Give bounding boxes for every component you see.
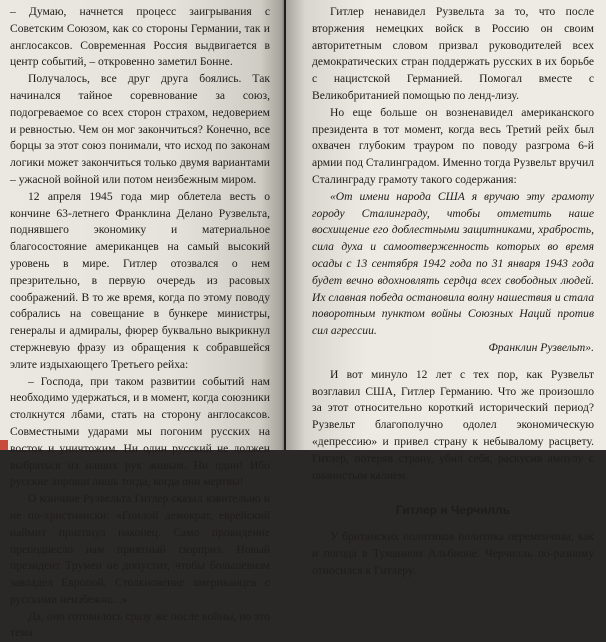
red-corner-mark <box>0 440 8 450</box>
roosevelt-quote: «От имени народа США я вручаю эту грамоту городу Сталинграду, чтобы отметить наше восхищение его доблестными защитниками, храбрость, сила духа и самоотверженность которых во время осады с 13 сентября 1942 года по 31 января 1943 года будет вечно вдохновлять сердца всех свободных людей. Их славная победа остановила волну нашествия и стала поворотным пунктом войны Союзных Наций против сил агрессии. <box>312 189 594 338</box>
left-paragraph: Да, оно готовилось сразу же после войны, но это тема <box>10 609 270 640</box>
section-title: Гитлер и Черчилль <box>395 503 511 518</box>
left-page <box>0 0 284 640</box>
right-paragraph: Но еще больше он возненавидел американского президента в тот момент, когда весь Третий рейх был охвачен глубоким трауром по поводу разгрома 6-й армии под Сталинградом. Именно тогда Рузвельт вручил Сталинграду грамоту такого содержания: <box>312 105 594 186</box>
quote-signature: Франклин Рузвельт». <box>488 340 594 354</box>
left-paragraph: О кончине Рузвельта Гитлер сказал язвительно и не по-христиански: «Гнилой демократ, еврейский наймит приспнул наконец. Само провидение преподнесло нам приятный сюрприз. Новый президент Трумен не допустит, чтобы большевизм завладел Европой. Столкновение американцев с русскими неизбежно...» <box>10 492 270 606</box>
right-paragraph: Гитлер ненавидел Рузвельта за то, что после вторжения немецких войск в Россию он своим авторитетным словом призвал руководителей всех демократических стран поддержать русских в их борьбе с нацистской Германией. Помогал вместе с Великобританией помощью по ленд-лизу. <box>312 5 594 102</box>
left-paragraph: – Господа, при таком развитии событий нам необходимо удержаться, и в момент, когда союзники столкнутся лбами, стать на сторону англосаксов. Совместными ударами мы погоним русских на восток и уничтожим. Ни один русский не должен выбраться из наших рук живым. Ни один! Ибо русские хороши лишь тогда, когда они мертвы! <box>10 374 270 489</box>
section-paragraph: У британских политиков политика переменчива, как и погода в Туманном Альбионе. Черчилль по-разному относился к Гитлеру. <box>312 530 594 577</box>
right-paragraph: И вот минуло 12 лет с тех пор, как Рузвельт возглавил США, Гитлер Германию. Что же произошло за этот относительно короткий исторический период? Рузвельт благополучно одолел экономическую «депрессию» и привел страну к небывалому расцвету. Гитлер, потеряв страну, убил себя, раскусив ампулу с цианистым калием. <box>312 367 594 482</box>
left-paragraph: Получалось, все друг друга боялись. Так начинался тайное соревнование за союз, подогреваемое со всех сторон страхом, недоверием и ревностью. Чем он мог закончиться? Конечно, все борцы за этот союз понимали, что исход по законам логики может закончиться только двумя вариантами – ужасной войной или потом неизбежным миром. <box>10 72 270 186</box>
left-paragraph: – Думаю, начнется процесс заигрывания с Советским Союзом, как со стороны Германии, так и англосаксов. Современная Россия выдвигается в центр событий, – откровенно заметил Бонне. <box>10 5 270 69</box>
right-page <box>286 0 606 577</box>
left-paragraph: 12 апреля 1945 года мир облетела весть о кончине 63-летнего Франклина Делано Рузвельта, поднявшего экономику и материальное благосостояние американцев на самый высокий уровень в мире. Гитлер отозвался о нем презрительно, в первую очередь из расовых соображений. В то же время, когда по этому поводу собрались на совещание в бункере министры, генералы и адмиралы, фюрер буквально выкрикнул стержневую фразу из обращения к собравшейся элите издыхающего Третьего рейха: <box>10 189 270 371</box>
